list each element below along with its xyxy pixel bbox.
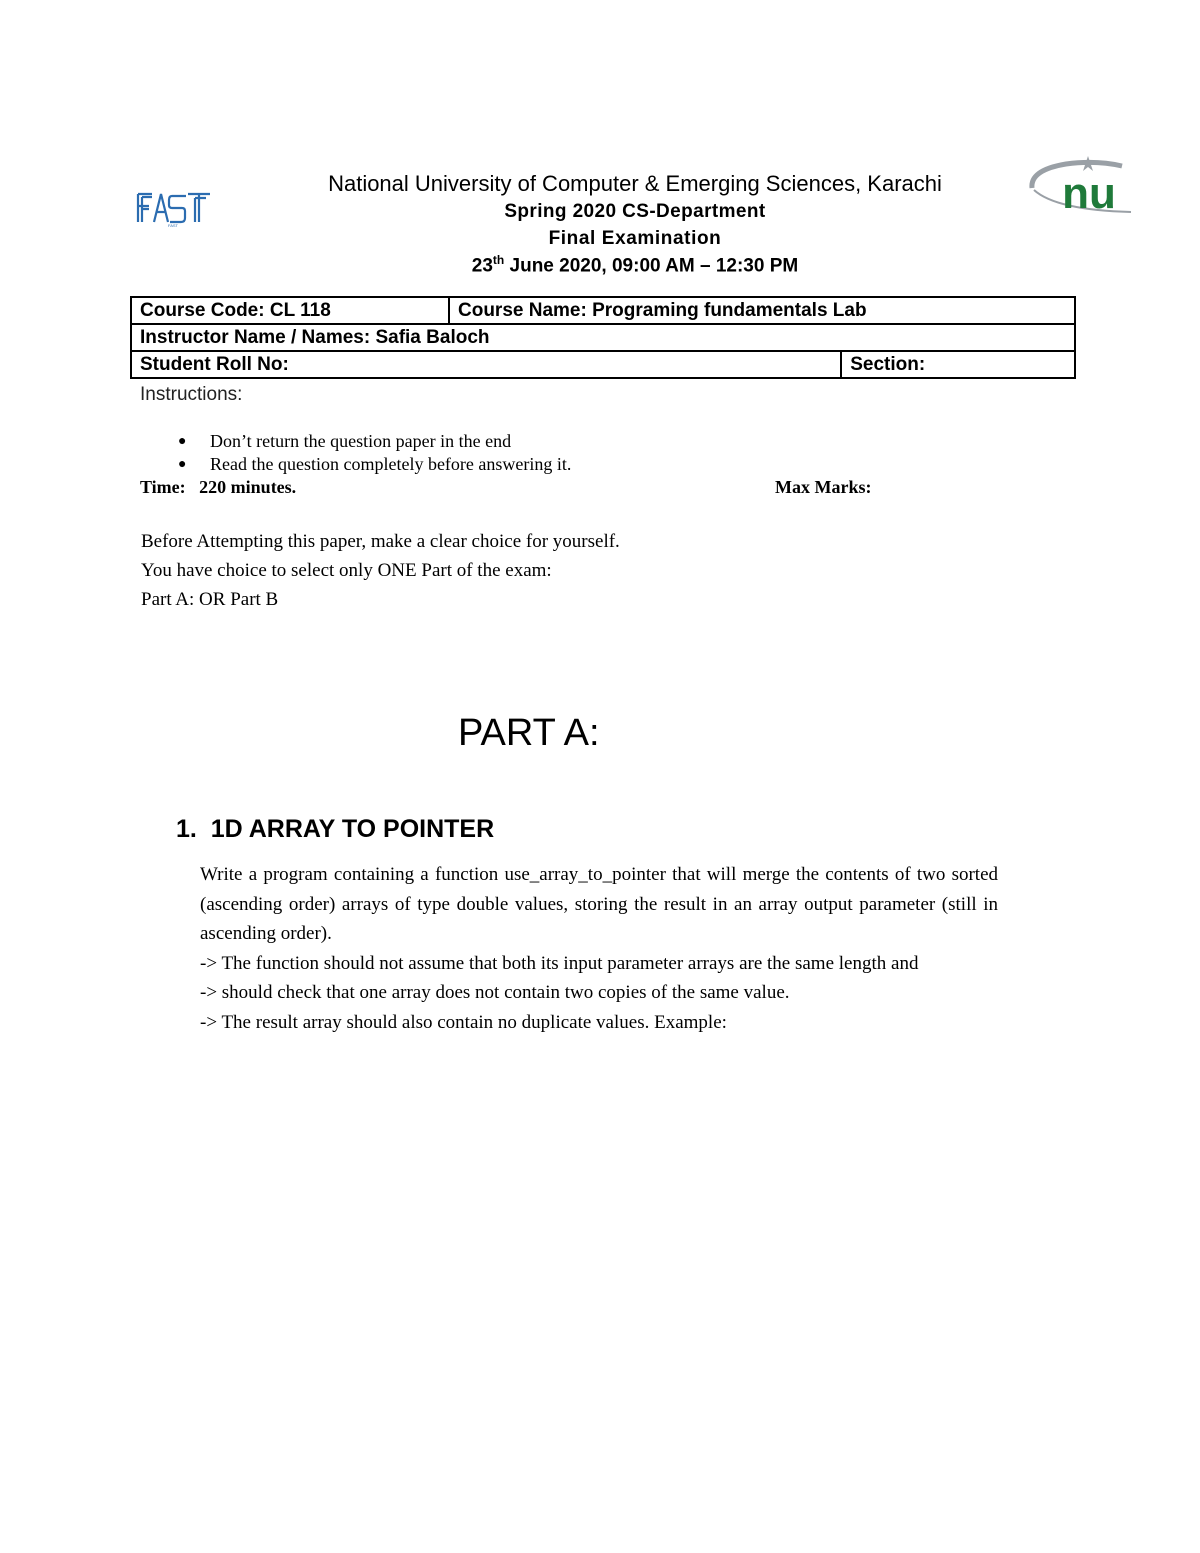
nu-logo-text: nu [1062,169,1116,218]
section: Section: [841,351,1075,378]
intro-line-2: You have choice to select only ONE Part of the exam: [141,560,552,581]
table-row [131,324,1075,351]
time-label: Time: [140,477,186,497]
table-row [131,297,1075,324]
list-item [172,430,571,453]
instructions-heading: Instructions: [140,384,243,405]
question-1-body [200,860,998,1037]
department: Spring 2020 CS-Department [504,201,766,222]
date-suffix: th [492,253,505,267]
question-paragraph: Write a program containing a function use_array_to_pointer that will merge the contents of two sorted (ascending order) arrays of type double values, storing the result in an array output parameter (still in ascending order). [200,864,998,944]
nu-logo [1026,152,1136,222]
max-marks: Max Marks: [775,477,872,497]
university-name: National University of Computer & Emerging Sciences, Karachi [328,171,942,196]
date-day: 23 [471,255,493,277]
course-info-table [130,296,1076,379]
table-row [131,351,1075,378]
instruction-text: Don’t return the question paper in the end [210,431,512,451]
question-point-1: -> The function should not assume that both its input parameter arrays are the same length and [200,952,919,974]
intro-line-1: Before Attempting this paper, make a clear choice for yourself. [141,531,620,552]
date-rest: June 2020, 09:00 AM – 12:30 PM [504,255,799,277]
instructor-name: Instructor Name / Names: Safia Baloch [131,324,1075,351]
fast-logo [134,188,212,228]
bullet-icon: ● [178,434,187,449]
intro-line-3: Part A: OR Part B [141,589,279,610]
exam-date [230,253,1040,277]
instruction-text: Read the question completely before answering it. [210,454,572,474]
course-name: Course Name: Programing fundamentals Lab [449,297,1075,324]
bullet-icon: ● [178,457,187,472]
question-number: 1. [176,815,197,843]
question-point-2: -> should check that one array does not contain two copies of the same value. [200,982,790,1003]
instructions-list [172,430,571,476]
question-point-3: -> The result array should also contain no duplicate values. Example: [200,1011,727,1033]
list-item [172,453,571,476]
time-allowed [140,477,296,498]
question-1-title [176,815,494,844]
course-code: Course Code: CL 118 [131,297,449,324]
time-value: 220 minutes. [199,477,297,497]
part-a-title: PART A: [458,712,600,754]
student-roll-no: Student Roll No: [131,351,841,378]
fast-logo-text: FAST [167,223,179,228]
exam-title: Final Examination [548,228,722,249]
question-heading: 1D ARRAY TO POINTER [210,815,495,843]
